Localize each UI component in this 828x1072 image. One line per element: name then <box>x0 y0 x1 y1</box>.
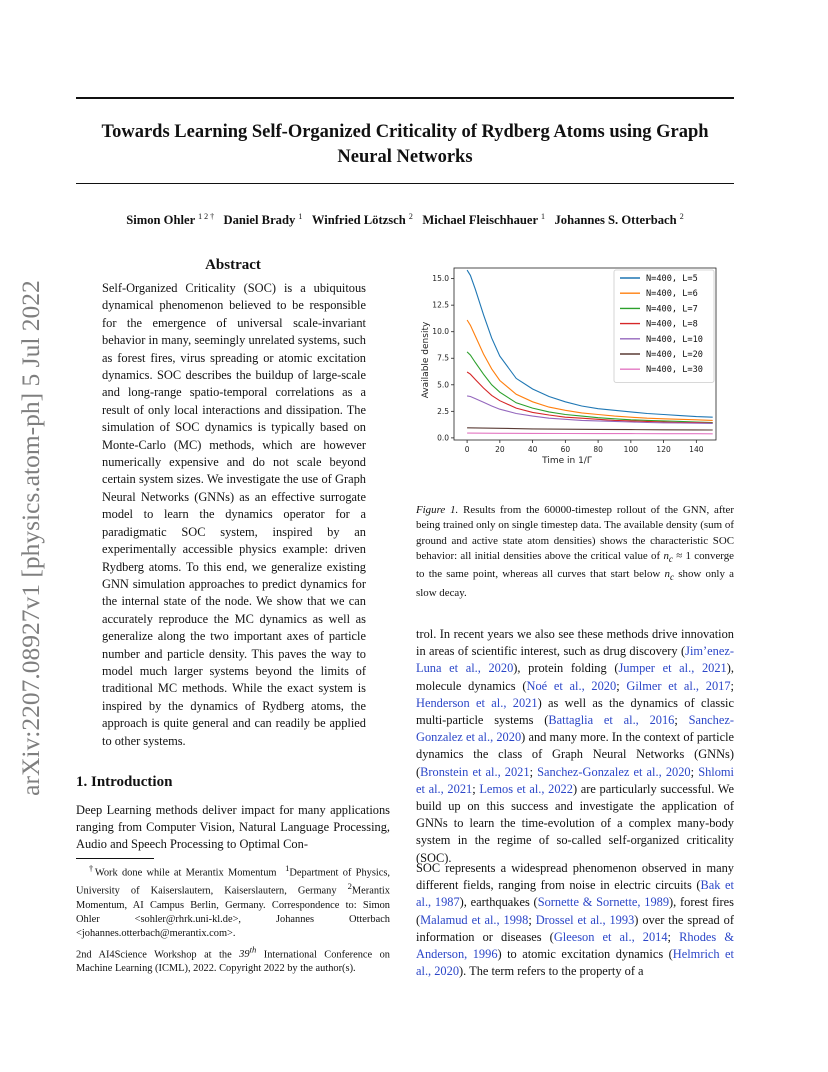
series-line-7 <box>467 433 713 434</box>
author-affiliation: 1 <box>541 212 546 221</box>
figure-label: Figure 1. <box>416 504 459 516</box>
x-tick-label: 60 <box>560 445 571 454</box>
paragraph-text: trol. In recent years we also see these methods drive innovation in areas of scientific interest, such as drug discovery (Jim’enez-Luna et al., 2020), protein folding (Jumper et al., 2021), molecule dynamics (Noé et al., 2020; Gilmer et al., 2017; Henderson et al., 2021) as well as the dynamics of classic multi-particle systems (Battaglia et al., 2016; Sanchez-Gonzalez et al., 2020) and many more. In the context of particle dynamics the class of Graph Neural Networks (GNNs) (Bronstein et al., 2021; Sanchez-Gonzalez et al., 2020; Shlomi et al., 2021; Lemos et al., 2022) are particularly successful. We build up on this success and investigate the application of GNNs to learn the time-evolution of a complex many-body system in the regime of so-called self-organized criticality (SOC). <box>416 627 735 865</box>
affiliation-footnote <box>76 862 390 940</box>
abstract-body <box>102 280 366 750</box>
footnote-line3: Merantix Momentum, AI Campus Berlin, Germany. Correspondence to: Simon Ohler <sohler@rhrk.uni-kl.de>, Johannes Otterbach <johannes.otterbach@merantix.com>. <box>76 885 390 939</box>
citation-link[interactable]: Gilmer et al., 2017 <box>626 678 731 693</box>
y-tick-label: 0.0 <box>437 433 449 443</box>
introduction-text: Deep Learning methods deliver impact for many applications ranging from Computer Vision, Natural Language Processing, Audio and Speech Processing to Optimal Con- <box>76 803 390 852</box>
paper-title: Towards Learning Self-Organized Criticality of Rydberg Atoms using Graph Neural Networks <box>101 122 709 167</box>
abstract-text: Self-Organized Criticality (SOC) is a ubiquitous dynamical phenomenon believed to be responsible for the emergence of universal scale-invariant behavior in many, seemingly unrelated systems, such as forest fires, virus spreading or atomic excitation dynamics. SOC describes the buildup of large-scale and long-range spatio-temporal correlations as a result of only local interactions and dissipation. The simulation of SOC dynamics is typically based on Monte-Carlo (MC) methods, which are however numerically expensive and do not scale beyond certain system sizes. We investigate the use of Graph Neural Networks (GNNs) as an effective surrogate model to learn the dynamics operator for a paradigmatic SOC system, inspired by an experimentally accessible physics example: driven Rydberg atoms. To this end, we generalize existing GNN simulation approaches to predict dynamics for the internal state of the node. We show that we can accurately reproduce the MC dynamics as well as generalize along the two important axes of particle number and particle density. This paves the way to model much larger systems beyond the limits of traditional MC methods. While the exact system is inspired by the dynamics of Rydberg atoms, the approach is quite general and can readily be applied to other systems. <box>102 281 366 748</box>
introduction-body <box>76 802 390 854</box>
citation-link[interactable]: Jumper et al., 2021 <box>618 661 727 676</box>
series-line-6 <box>467 428 713 430</box>
y-axis-label: Available density <box>421 321 431 399</box>
citation-link[interactable]: Drossel et al., 1993 <box>535 912 635 927</box>
citation-link[interactable]: Gleeson et al., 2014 <box>553 929 668 944</box>
legend-label: N=400, L=6 <box>646 289 698 300</box>
author-name: Simon Ohler $^{1 2 \dagger}$ <box>126 212 215 228</box>
citation-link[interactable]: Rhodes & Anderson, 1996 <box>416 929 734 962</box>
citation-link[interactable]: Bak et al., 1987 <box>416 878 735 910</box>
y-tick-label: 5.0 <box>437 380 449 390</box>
legend-label: N=400, L=7 <box>646 304 698 315</box>
citation-link[interactable]: Noé et al., 2020 <box>526 678 617 693</box>
citation-link[interactable]: Sornette & Sornette, 1989 <box>537 895 670 910</box>
x-tick-label: 20 <box>495 445 505 454</box>
footnote-dagger: † <box>88 863 95 873</box>
citation-link[interactable]: Sanchez-Gonzalez et al., 2020 <box>416 713 734 745</box>
x-tick-label: 80 <box>593 445 603 454</box>
footnote-sup1: 1 <box>285 863 290 873</box>
legend-label: N=400, L=10 <box>646 334 703 345</box>
legend-label: N=400, L=5 <box>646 274 698 284</box>
x-tick-label: 40 <box>527 445 538 454</box>
author-affiliation: 2 <box>408 212 413 221</box>
author-name: Winfried Lötzsch $^2$ <box>311 212 413 228</box>
citation-link[interactable]: Henderson et al., 2021 <box>416 695 538 710</box>
arxiv-identifier: arXiv:2207.08927v1 [physics.atom-ph] 5 Jul 2022 <box>16 280 45 796</box>
author-name: Michael Fleischhauer $^1$ <box>422 212 546 228</box>
workshop-pre: 2nd AI4Science Workshop at the <box>76 949 232 961</box>
legend-label: N=400, L=20 <box>646 350 703 360</box>
caption-math-nc-2: $n_c$ <box>664 568 675 583</box>
citation-link[interactable]: Helmrich et al., 2020 <box>416 947 734 979</box>
workshop-note <box>76 943 390 976</box>
y-tick-label: 2.5 <box>437 406 449 416</box>
abstract-heading: Abstract <box>205 257 261 273</box>
author-list <box>76 212 734 228</box>
figure-caption <box>416 503 734 601</box>
caption-part-c: show only a slow decay. <box>416 568 734 599</box>
author-name: Daniel Brady $^1$ <box>223 212 303 228</box>
paragraph-text: SOC represents a widespread phenomenon observed in many different fields, ranging from noise in electric circuits (Bak et al., 1987), earthquakes (Sornette & Sornette, 1989), forest fires (Malamud et al., 1998; Drossel et al., 1993) over the spread of information or diseases (Gleeson et al., 2014; Rhodes & Anderson, 1996) to atomic excitation dynamics (Helmrich et al., 2020). The term refers to the property of a <box>416 861 735 979</box>
citation-link[interactable]: Shlomi et al., 2021 <box>416 764 734 796</box>
author-affiliation: 2 <box>679 212 684 221</box>
citation-link[interactable]: Malamud et al., 1998 <box>420 912 529 927</box>
x-tick-label: 0 <box>464 445 470 454</box>
caption-math-nc-1: $n_c$ <box>663 549 673 565</box>
workshop-ordinal: 39th <box>239 945 257 961</box>
citation-link[interactable]: Jim’enez-Luna et al., 2020 <box>416 644 734 676</box>
introduction-heading: 1. Introduction <box>76 774 173 790</box>
footnote-sup2: 2 <box>347 881 352 892</box>
caption-part-b: ≈ 1 converge to the same point, whereas all curves that start below <box>416 549 734 581</box>
author-affiliation: 1 2 † <box>198 212 215 221</box>
title-bottom-rule <box>76 183 734 184</box>
right-column-paragraph-2 <box>416 860 734 980</box>
x-tick-label: 120 <box>656 445 671 454</box>
x-tick-label: 140 <box>689 445 704 454</box>
citation-link[interactable]: Lemos et al., 2022 <box>479 781 573 796</box>
y-tick-label: 7.5 <box>437 353 449 363</box>
top-rule <box>76 97 734 99</box>
y-tick-label: 12.5 <box>432 300 449 310</box>
footnote-line1: Work done while at Merantix Momentum <box>94 867 277 879</box>
density-chart <box>410 262 726 470</box>
x-tick-label: 100 <box>623 445 639 454</box>
caption-part-a: Results from the 60000-timestep rollout of the GNN, after being trained only on single timestep data. The available density (sum of ground and active state atom densities) shows the characteristic SOC behavior: all initial densities above the critical value of <box>416 504 734 562</box>
citation-link[interactable]: Bronstein et al., 2021 <box>420 764 530 779</box>
workshop-post: International Conference on Machine Learning (ICML), 2022. Copyright 2022 by the author(s). <box>76 949 390 975</box>
arxiv-sidebar <box>14 258 48 818</box>
x-axis-label: Time in 1/Γ <box>542 456 592 466</box>
y-tick-label: 15.0 <box>432 274 449 284</box>
y-tick-label: 10.0 <box>432 327 449 337</box>
author-name: Johannes S. Otterbach $^2$ <box>554 212 684 228</box>
legend-label: N=400, L=30 <box>646 365 703 376</box>
author-affiliation: 1 <box>298 212 303 221</box>
citation-link[interactable]: Sanchez-Gonzalez et al., 2020 <box>537 764 691 779</box>
right-column-paragraph-1 <box>416 626 734 867</box>
footnote-line2: Department of Physics, University of Kaiserslautern, Kaiserslautern, Germany <box>76 867 391 897</box>
legend-label: N=400, L=8 <box>646 319 698 330</box>
citation-link[interactable]: Battaglia et al., 2016 <box>548 713 675 728</box>
footnote-rule <box>76 858 154 859</box>
